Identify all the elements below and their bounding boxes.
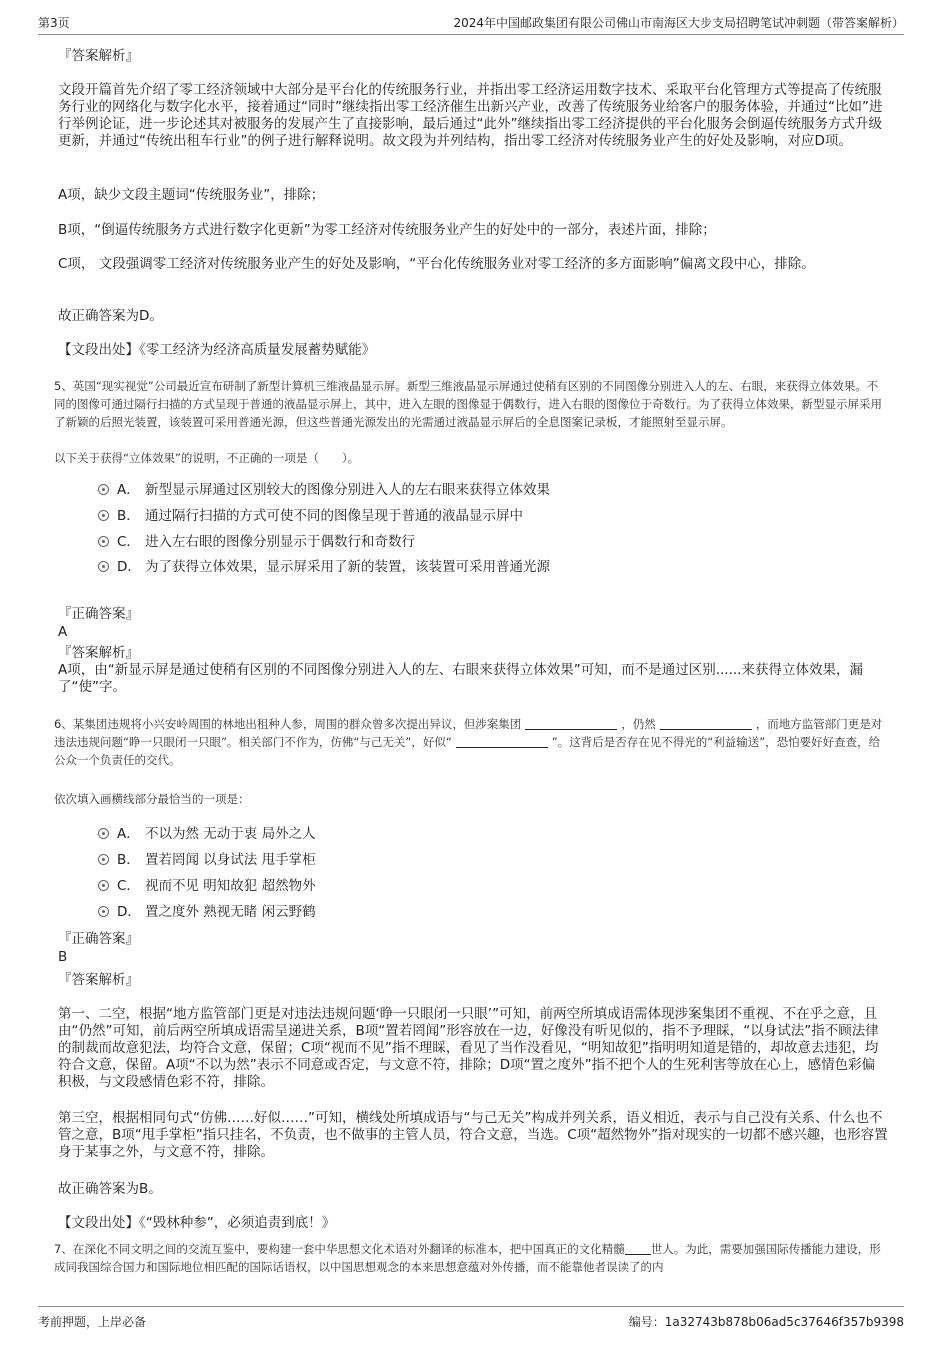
q5-option-a[interactable]: A． 新型显示屏通过区别较大的图像分别进入人的左右眼来获得立体效果: [98, 482, 550, 499]
radio-icon[interactable]: [98, 880, 109, 891]
q6-question: 依次填入画横线部分最恰当的一项是：: [54, 792, 250, 806]
page-footer: [38, 1306, 904, 1335]
q6-answer: B: [58, 949, 68, 965]
blank-3: [456, 735, 548, 748]
q5-analysis-label: 『答案解析』: [58, 645, 139, 661]
q5-option-d[interactable]: D． 为了获得立体效果，显示屏采用了新的装置，该装置可采用普通光源: [98, 559, 550, 576]
q5-question: 以下关于获得“立体效果”的说明，不正确的一项是（ ）。: [54, 451, 360, 465]
q6-stem: 6、某集团违规将小兴安岭周围的林地出租种人参，周围的群众曾多次提出异议，但涉案集团 ，仍然 ，而地方监管部门更是对违法违规问题“睁一只眼闭一只眼”。相关部门不作为，仿佛“与己无关”，好似“ ”。这背后是否存在见不得光的“利益输送”，恐怕要好好查查，给公众一个负责任的交代。: [54, 717, 883, 767]
q4-option-b-note: B项，“倒逼传统服务方式进行数字化更新”为零工经济对传统服务业产生的好处中的一部分，表述片面，排除；: [58, 222, 716, 238]
footer-slogan: 考前押题，上岸必备: [38, 1315, 147, 1329]
q5-answer-label: 『正确答案』: [58, 606, 139, 622]
document-title: 2024年中国邮政集团有限公司佛山市南海区大步支局招聘笔试冲刺题（带答案解析）: [453, 16, 904, 30]
q5-answer: A: [58, 624, 68, 640]
blank-1: [625, 1242, 651, 1255]
q6-source: 【文段出处】《“毁林种参”，必须追责到底！》: [58, 1215, 336, 1231]
page-number: 第3页: [38, 16, 70, 30]
blank-1: [525, 717, 617, 730]
q6-option-d[interactable]: D． 置之度外 熟视无睹 闲云野鹤: [98, 904, 316, 921]
q5-analysis: A项，由“新显示屏是通过使稍有区别的不同图像分别进入人的左、右眼来获得立体效果”可知，而不是通过区别......来获得立体效果，漏了“使”字。: [58, 662, 863, 695]
q6-analysis-part-2: 第三空，根据相同句式“仿佛……好似……”可知，横线处所填成语与“与己无关”构成并列关系，语义相近，表示与自己没有关系、什么也不管之意，B项“甩手掌柜”指只挂名，不负责，也不做事的主管人员，符合文意，当选。C项“超然物外”指对现实的一切都不感兴趣，也形容置身于某事之外，与文意不符，排除。: [58, 1110, 888, 1160]
q6-option-c[interactable]: C． 视而不见 明知故犯 超然物外: [98, 878, 316, 895]
radio-icon[interactable]: [98, 854, 109, 865]
q6-option-b[interactable]: B． 置若罔闻 以身试法 甩手掌柜: [98, 852, 316, 869]
q6-answer-label: 『正确答案』: [58, 931, 139, 947]
q4-analysis-text: 文段开篇首先介绍了零工经济领域中大部分是平台化的传统服务行业，并指出零工经济运用数字技术、采取平台化管理方式等提高了传统服务行业的网络化与数字化水平，接着通过“同时”继续指出零工经济催生出新兴产业，改善了传统服务业给客户的服务体验，并通过“比如”进行举例论证，进一步论述其对被服务的发展产生了直接影响，最后通过“此外”继续指出零工经济提供的平台化服务会倒逼传统服务方式升级更新，并通过“传统出租车行业”的例子进行解释说明。故文段为并列结构，指出零工经济对传统服务业产生的好处及影响，对应D项。: [58, 82, 883, 149]
q6-analysis-part-1: 第一、二空，根据“地方监管部门更是对违法违规问题‘睁一只眼闭一只眼’”可知，前两空所填成语需体现涉案集团不重视、不在乎之意，且由“仍然”可知，前后两空所填成语需呈递进关系，B项“置若罔闻”形容放在一边，好像没有听见似的，指不予理睬，“以身试法”指不顾法律的制裁而故意犯法，均符合文意，保留；C项“视而不见”指不理睬，看见了当作没看见，“明知故犯”指明明知道是错的，却故意去违犯，均符合文意，保留。A项“不以为然”表示不同意或否定，与文意不符，排除；D项“置之度外”指不把个人的生死利害等放在心上，感情色彩偏积极，与文段感情色彩不符，排除。: [58, 1006, 879, 1090]
page-header: [38, 14, 904, 35]
q6-conclusion: 故正确答案为B。: [58, 1181, 162, 1197]
radio-icon[interactable]: [98, 510, 109, 521]
q5-option-b[interactable]: B． 通过隔行扫描的方式可使不同的图像呈现于普通的液晶显示屏中: [98, 508, 523, 525]
radio-icon[interactable]: [98, 484, 109, 495]
q4-source: 【文段出处】《零工经济为经济高质量发展蓄势赋能》: [58, 342, 376, 358]
q5-option-c[interactable]: C． 进入左右眼的图像分别显示于偶数行和奇数行: [98, 534, 415, 551]
q4-conclusion: 故正确答案为D。: [58, 308, 163, 324]
q4-option-c-note: C项， 文段强调零工经济对传统服务业产生的好处及影响，“平台化传统服务业对零工经济的多方面影响”偏离文段中心，排除。: [58, 256, 815, 272]
radio-icon[interactable]: [98, 561, 109, 572]
q7-stem: 7、在深化不同文明之间的交流互鉴中，要构建一套中华思想文化术语对外翻译的标准本，把中国真正的文化精髓 世人。为此，需要加强国际传播能力建设，形成同我国综合国力和国际地位相匹配的国际话语权，以中国思想观念的本来思想意蕴对外传播，而不能靠他者误读了的内: [54, 1242, 881, 1274]
document-code: 编号：1a32743b878b06ad5c37646f357b9398: [628, 1315, 904, 1329]
q4-analysis-label: 『答案解析』: [58, 48, 139, 64]
q5-stem: 5、英国“现实视觉”公司最近宣布研制了新型计算机三维液晶显示屏。新型三维液晶显示屏通过使稍有区别的不同图像分别进入人的左、右眼，来获得立体效果。不同的图像可通过隔行扫描的方式呈现于普通的液晶显示屏上，其中，进入左眼的图像显于偶数行，进入右眼的图像位于奇数行。为了获得立体效果，新型显示屏采用了新颖的后照光装置，该装置可采用普通光源，但这些普通光源发出的光需通过液晶显示屏后的全息图案记录板，才能照射至显示屏。: [54, 379, 882, 429]
radio-icon[interactable]: [98, 906, 109, 917]
q4-option-a-note: A项，缺少文段主题词“传统服务业”，排除；: [58, 187, 325, 203]
radio-icon[interactable]: [98, 828, 109, 839]
radio-icon[interactable]: [98, 536, 109, 547]
q6-option-a[interactable]: A． 不以为然 无动于衷 局外之人: [98, 826, 316, 843]
blank-2: [660, 717, 752, 730]
q6-analysis-label: 『答案解析』: [58, 972, 139, 988]
